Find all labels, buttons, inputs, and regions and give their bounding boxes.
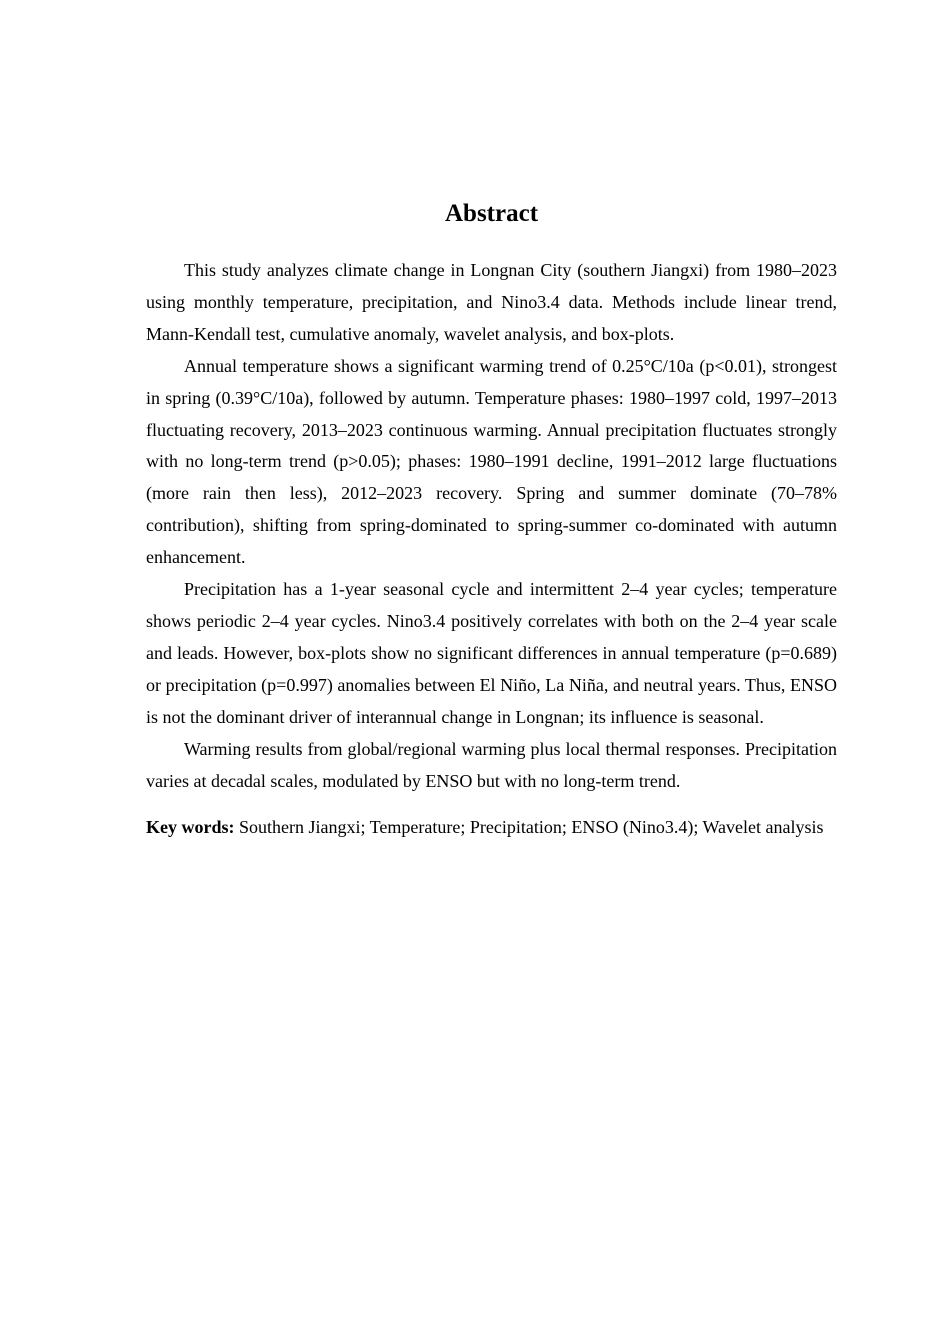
- abstract-paragraph-trends: Annual temperature shows a significant warming trend of 0.25°C/10a (p<0.01), strongest in spring (0.39°C/10a), followed by autumn. Temperature phases: 1980–1997 cold, 1997–2013 fluctuating recovery, 2013–2023 continuous warming. Annual precipitation fluctuates strongly with no long-term trend (p>0.05); phases: 1980–1991 decline, 1991–2012 large fluctuations (more rain then less), 2012–2023 recovery. Spring and summer dominate (70–78% contribution), shifting from spring-dominated to spring-summer co-dominated with autumn enhancement.: [146, 355, 837, 568]
- keywords-text: Southern Jiangxi; Temperature; Precipitation; ENSO (Nino3.4); Wavelet analysis: [239, 817, 824, 838]
- abstract-paragraph-cycles: Precipitation has a 1-year seasonal cycle and intermittent 2–4 year cycles; temperature shows periodic 2–4 year cycles. Nino3.4 positively correlates with both on the 2–4 year scale and leads. However, box-plots show no significant differences in annual temperature (p=0.689) or precipitation (p=0.997) anomalies between El Niño, La Niña, and neutral years. Thus, ENSO is not the dominant driver of interannual change in Longnan; its influence is seasonal.: [146, 579, 837, 727]
- abstract-paragraph-conclusion: Warming results from global/regional warming plus local thermal responses. Precipitation varies at decadal scales, modulated by ENSO but with no long-term trend.: [146, 738, 837, 791]
- keywords-label: Key words:: [146, 817, 235, 838]
- abstract-body: [146, 255, 837, 797]
- abstract-page: [146, 198, 837, 840]
- abstract-title: Abstract: [444, 200, 539, 227]
- abstract-paragraph-methods: This study analyzes climate change in Longnan City (southern Jiangxi) from 1980–2023 using monthly temperature, precipitation, and Nino3.4 data. Methods include linear trend, Mann-Kendall test, cumulative anomaly, wavelet analysis, and box-plots.: [146, 260, 837, 344]
- keywords: [146, 815, 837, 840]
